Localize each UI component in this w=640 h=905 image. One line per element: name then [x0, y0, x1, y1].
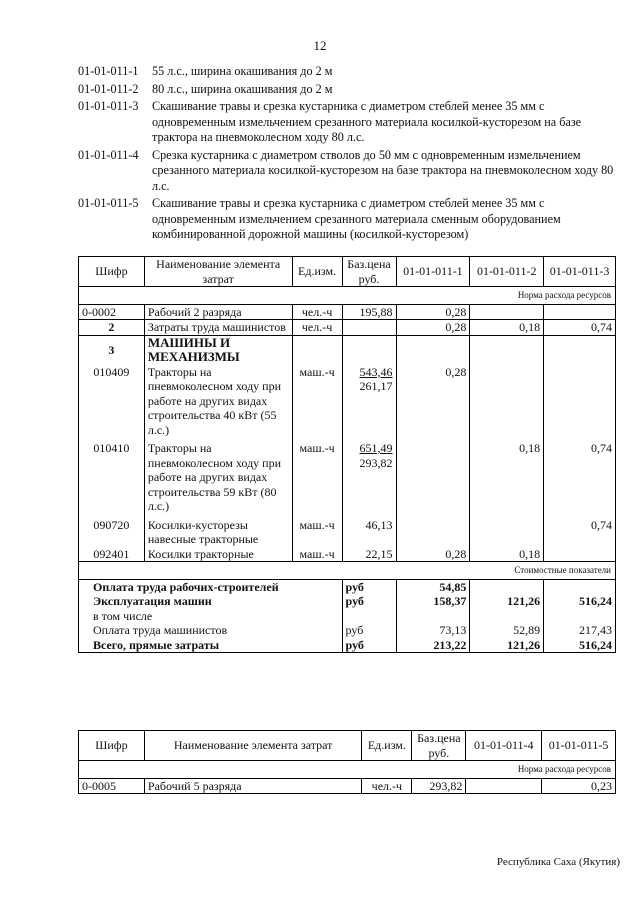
cost-col-3	[544, 609, 616, 624]
cost-unit: руб	[342, 638, 396, 653]
row-price-secondary: 293,82	[359, 455, 393, 470]
cost-row	[79, 623, 616, 638]
row-col-4	[466, 778, 542, 794]
definition-code: 01-01-011-4	[78, 147, 139, 162]
row-col-1: 0,28	[396, 320, 470, 336]
row-col-3: 0,74	[544, 320, 616, 336]
norm-label: Норма расхода ресурсов	[79, 761, 616, 779]
cost-col-3: 516,24	[544, 594, 616, 609]
definition-text: Скашивание травы и срезка кустарника с диаметром стеблей менее 35 мм с одновременным измельчением срезанного материала сменным оборудованием комбинированной дорожной машины (косилкой-кусторезом)	[152, 196, 561, 241]
cost-row	[79, 609, 616, 624]
table-row	[79, 304, 616, 320]
cost-col-2: 121,26	[470, 638, 544, 653]
row-price	[342, 320, 396, 336]
empty-cell	[342, 335, 396, 365]
definition-item	[78, 64, 618, 80]
header-code: Шифр	[79, 257, 145, 287]
cost-unit	[342, 609, 396, 624]
row-col-2	[470, 514, 544, 547]
row-price-cell	[342, 437, 396, 514]
cost-col-2: 121,26	[470, 594, 544, 609]
row-name: Косилки-кусторезы навесные тракторные	[144, 514, 292, 547]
table-row	[79, 778, 616, 794]
definition-item	[78, 99, 618, 146]
empty-cell	[470, 335, 544, 365]
cost-col-3: 516,24	[544, 638, 616, 653]
cost-unit: руб	[342, 623, 396, 638]
cost-name: Всего, прямые затраты	[79, 638, 343, 653]
section-name: МАШИНЫ И МЕХАНИЗМЫ	[144, 335, 292, 365]
empty-cell	[544, 335, 616, 365]
machine-row	[79, 514, 616, 547]
cost-unit: руб	[342, 579, 396, 594]
empty-cell	[396, 335, 470, 365]
cost-name: Оплата труда машинистов	[79, 623, 343, 638]
row-price-cell	[342, 365, 396, 438]
row-col-1: 0,28	[396, 365, 470, 438]
cost-name: в том числе	[79, 609, 343, 624]
header-col-1: 01-01-011-1	[396, 257, 470, 287]
row-unit: маш.-ч	[292, 365, 342, 438]
page-footer: Республика Саха (Якутия)	[496, 856, 620, 868]
cost-col-2	[470, 609, 544, 624]
header-price: Баз.цена руб.	[342, 257, 396, 287]
table-header-row	[79, 257, 616, 287]
row-unit: маш.-ч	[292, 514, 342, 547]
row-code: 0-0002	[79, 304, 145, 320]
row-col-2: 0,18	[470, 437, 544, 514]
definition-code: 01-01-011-3	[78, 99, 139, 113]
row-unit: маш.-ч	[292, 547, 342, 562]
row-code: 010410	[79, 437, 145, 514]
cost-row	[79, 594, 616, 609]
page-number: 12	[313, 38, 327, 53]
definitions-list	[78, 64, 618, 245]
row-name: Рабочий 5 разряда	[144, 778, 361, 794]
row-name: Тракторы на пневмоколесном ходу при работе на других видах строительства 59 кВт (80 л.с.)	[144, 437, 292, 514]
header-price: Баз.цена руб.	[412, 731, 466, 761]
definition-code: 01-01-011-1	[78, 64, 139, 78]
header-name: Наименование элемента затрат	[144, 257, 292, 287]
definition-item	[78, 148, 618, 195]
definition-code: 01-01-011-5	[78, 196, 139, 210]
cost-row	[79, 579, 616, 594]
header-unit: Ед.изм.	[292, 257, 342, 287]
row-col-2	[470, 304, 544, 320]
row-name: Тракторы на пневмоколесном ходу при работе на других видах строительства 40 кВт (55 л.с.)	[144, 365, 292, 438]
row-code: 010409	[79, 365, 145, 438]
row-price: 651,49	[359, 441, 393, 455]
row-code: 0-0005	[79, 778, 145, 794]
row-unit: чел.-ч	[292, 304, 342, 320]
norm-label: Норма расхода ресурсов	[79, 287, 616, 305]
row-price: 22,15	[342, 547, 396, 562]
norm-label-row	[79, 761, 616, 779]
section-row	[79, 335, 616, 365]
definition-text: 55 л.с., ширина окашивания до 2 м	[152, 64, 333, 78]
row-name: Затраты труда машинистов	[144, 320, 292, 336]
cost-name: Эксплуатация машин	[79, 594, 343, 609]
row-price: 195,88	[342, 304, 396, 320]
header-code: Шифр	[79, 731, 145, 761]
definition-text: 80 л.с., ширина окашивания до 2 м	[152, 81, 333, 96]
norm-label-row	[79, 287, 616, 305]
row-col-1: 0,28	[396, 547, 470, 562]
definition-text: Срезка кустарника с диаметром стволов до 50 мм с одновременным измельчением срезанного материала косилкой-кусторезом на базе трактора на пневмоколесном ходу 80 л.с.	[152, 147, 614, 193]
row-col-2	[470, 365, 544, 438]
row-price-secondary: 261,17	[359, 379, 393, 393]
cost-col-3: 217,43	[544, 623, 616, 638]
machine-row	[79, 365, 616, 438]
cost-col-3	[544, 579, 616, 594]
row-col-3: 0,74	[544, 514, 616, 547]
row-name: Рабочий 2 разряда	[144, 304, 292, 320]
row-code: 090720	[79, 514, 145, 547]
cost-label: Стоимостные показатели	[79, 562, 616, 580]
row-col-5: 0,23	[542, 778, 616, 794]
row-unit: чел.-ч	[362, 778, 412, 794]
cost-col-1	[396, 609, 470, 624]
cost-unit: руб	[342, 594, 396, 609]
definition-item	[78, 196, 618, 243]
row-col-2: 0,18	[470, 547, 544, 562]
header-name: Наименование элемента затрат	[144, 731, 361, 761]
row-col-3: 0,74	[544, 437, 616, 514]
row-name: Косилки тракторные	[144, 547, 292, 562]
header-unit: Ед.изм.	[362, 731, 412, 761]
cost-col-1: 158,37	[396, 594, 470, 609]
row-unit: маш.-ч	[292, 437, 342, 514]
resource-table-1	[78, 256, 616, 653]
section-code: 3	[79, 335, 145, 365]
definition-item	[78, 82, 618, 98]
row-col-3	[544, 304, 616, 320]
empty-cell	[292, 335, 342, 365]
cost-col-1: 73,13	[396, 623, 470, 638]
row-price: 293,82	[412, 778, 466, 794]
cost-col-2: 52,89	[470, 623, 544, 638]
row-col-2: 0,18	[470, 320, 544, 336]
machine-row	[79, 547, 616, 562]
row-col-3	[544, 547, 616, 562]
row-col-1	[396, 437, 470, 514]
row-unit: чел.-ч	[292, 320, 342, 336]
row-price: 543,46	[359, 364, 393, 379]
row-code: 092401	[79, 547, 145, 562]
resource-table-2	[78, 730, 616, 794]
header-col-2: 01-01-011-2	[470, 257, 544, 287]
table-row	[79, 320, 616, 336]
cost-col-2	[470, 579, 544, 594]
table-header-row	[79, 731, 616, 761]
row-col-1: 0,28	[396, 304, 470, 320]
header-col-3: 01-01-011-3	[544, 257, 616, 287]
row-price: 46,13	[342, 514, 396, 547]
cost-col-1: 213,22	[396, 638, 470, 653]
definition-code: 01-01-011-2	[78, 81, 139, 96]
row-code: 2	[79, 320, 145, 336]
machine-row	[79, 437, 616, 514]
definition-text: Скашивание травы и срезка кустарника с диаметром стеблей менее 35 мм с одновременным измельчением срезанного материала косилкой-кусторезом на базе трактора на пневмоколесном ходу 80 л.с.	[152, 99, 582, 144]
header-col-4: 01-01-011-4	[466, 731, 542, 761]
row-col-3	[544, 365, 616, 438]
cost-col-1: 54,85	[396, 579, 470, 594]
cost-name: Оплата труда рабочих-строителей	[79, 579, 343, 594]
row-col-1	[396, 514, 470, 547]
header-col-5: 01-01-011-5	[542, 731, 616, 761]
cost-row	[79, 638, 616, 653]
cost-label-row	[79, 562, 616, 580]
